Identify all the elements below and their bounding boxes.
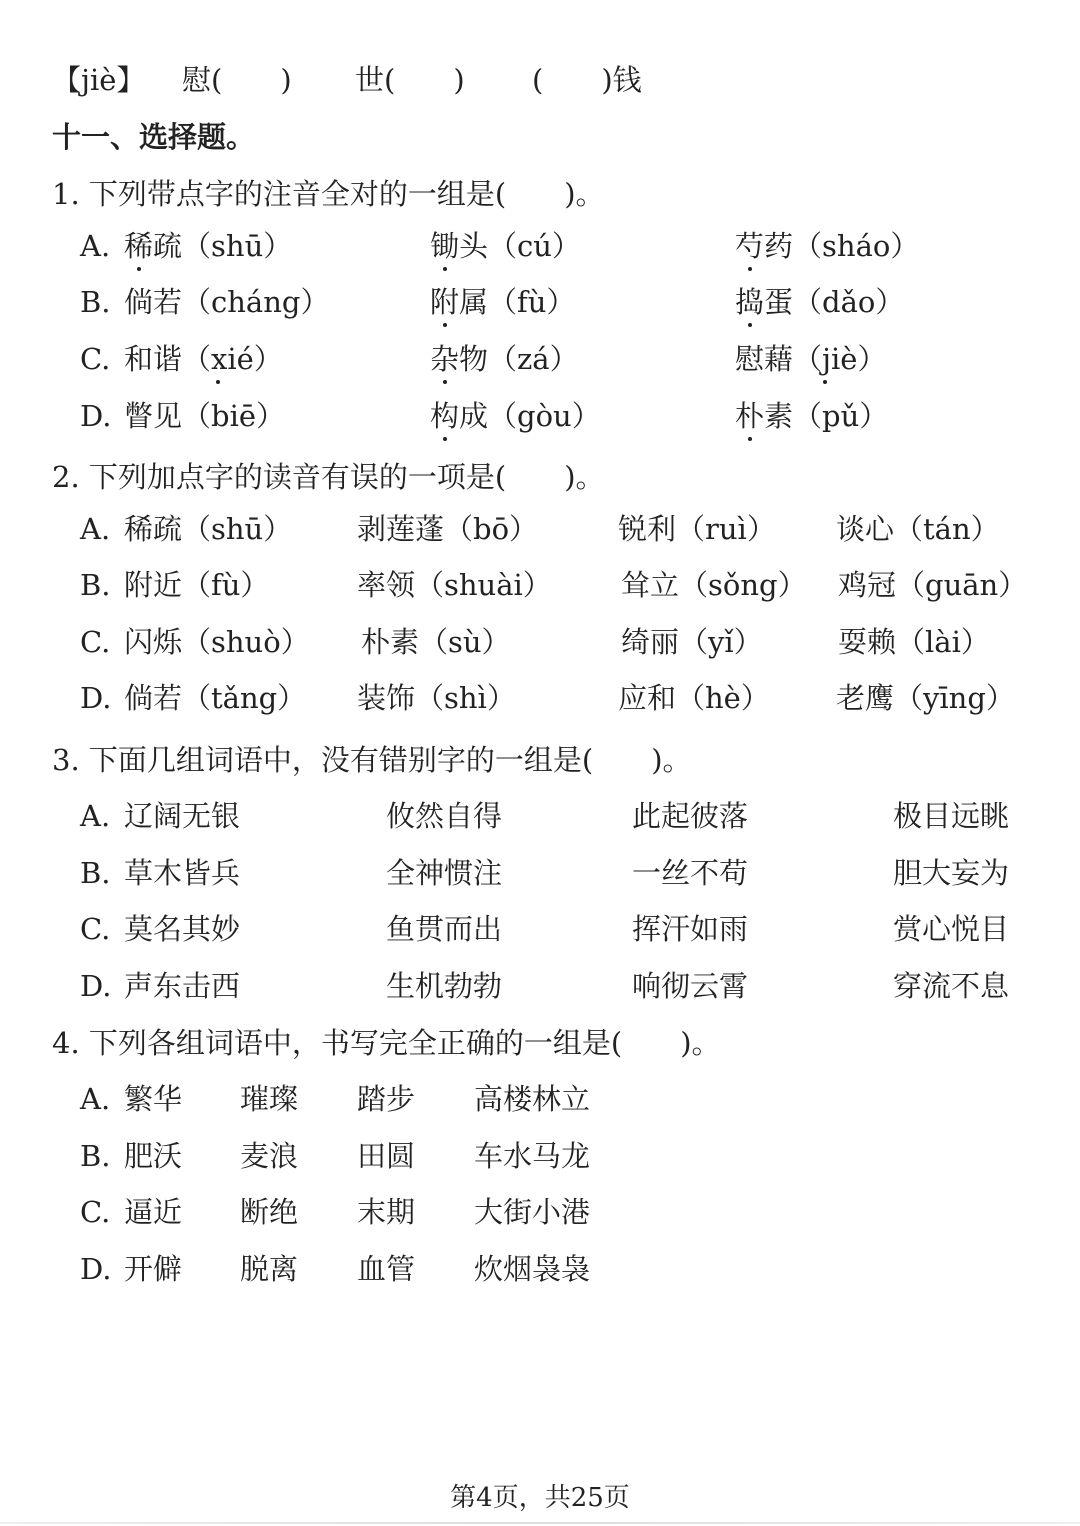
pinyin-header-line xyxy=(52,60,145,100)
option-letter: C. xyxy=(80,1195,111,1229)
option-letter: A. xyxy=(80,229,111,263)
option-letter: D. xyxy=(80,969,112,1003)
option-word: 草木皆兵 xyxy=(124,856,241,890)
section-title: 十一、选择题。 xyxy=(52,120,256,154)
dotted-char: 藉（jiè） xyxy=(764,339,886,379)
option-word: 杂物（zá） xyxy=(430,339,579,379)
option-letter: B. xyxy=(80,856,111,890)
option-word: 锐利（ruì） xyxy=(618,512,776,546)
option-word: 装饰（shì） xyxy=(357,681,516,715)
option-word: 高楼林立 xyxy=(474,1082,591,1116)
option-word: 肥沃 xyxy=(124,1139,183,1173)
option-word: 和谐（xié） xyxy=(124,339,283,379)
option-word: 末期 xyxy=(357,1195,416,1229)
option-letter: A. xyxy=(80,799,111,833)
option-word: 老鹰（yīng） xyxy=(836,681,1015,715)
question-3-stem: 3. 下面几组词语中，没有错别字的一组是( )。 xyxy=(52,743,692,777)
question-4-stem: 4. 下列各组词语中，书写完全正确的一组是( )。 xyxy=(52,1026,721,1060)
option-word: 极目远眺 xyxy=(893,799,1010,833)
question-1-stem: 1. 下列带点字的注音全对的一组是( )。 xyxy=(52,177,605,211)
dotted-char: 谐（xié） xyxy=(153,339,283,379)
option-word: 芍药（sháo） xyxy=(735,226,919,266)
option-word: 构成（gòu） xyxy=(430,396,601,436)
dotted-char: 锄 xyxy=(430,226,459,266)
dotted-char: 捣 xyxy=(735,282,764,322)
option-letter: C. xyxy=(80,342,111,376)
option-word: 耍赖（lài） xyxy=(838,625,990,659)
option-letter: A. xyxy=(80,1082,111,1116)
blank-item-2: 世( ) xyxy=(355,63,465,97)
pinyin-tag: 【jiè】 xyxy=(52,63,146,97)
dotted-char: 芍 xyxy=(735,226,764,266)
option-word: 朴素（pǔ） xyxy=(735,396,888,436)
option-word: 田圆 xyxy=(357,1139,416,1173)
scan-edge-divider xyxy=(0,1522,1080,1524)
option-word: 车水马龙 xyxy=(474,1139,591,1173)
option-word: 脱离 xyxy=(240,1252,299,1286)
dotted-char: 稀 xyxy=(124,226,153,266)
page-footer: 第4页，共25页 xyxy=(450,1483,630,1513)
option-word: 稀疏（shū） xyxy=(124,226,292,266)
option-letter: C. xyxy=(80,625,111,659)
option-word: 断绝 xyxy=(240,1195,299,1229)
option-word: 谈心（tán） xyxy=(836,512,1000,546)
option-word: 炊烟袅袅 xyxy=(474,1252,591,1286)
option-word: 全神惯注 xyxy=(386,856,503,890)
option-letter: B. xyxy=(80,1139,111,1173)
option-word: 耸立（sǒng） xyxy=(621,568,807,602)
option-word: 倘若（cháng） xyxy=(124,285,330,319)
option-word: 莫名其妙 xyxy=(124,912,241,946)
option-word: 此起彼落 xyxy=(632,799,749,833)
dotted-char: 朴 xyxy=(735,396,764,436)
option-word: 赏心悦目 xyxy=(893,912,1010,946)
option-word: 穿流不息 xyxy=(893,969,1010,1003)
option-word: 锄头（cú） xyxy=(430,226,581,266)
dotted-char: 构 xyxy=(430,396,459,436)
option-word: 挥汗如雨 xyxy=(632,912,749,946)
option-word: 慰藉（jiè） xyxy=(735,339,886,379)
option-word: 胆大妄为 xyxy=(893,856,1010,890)
option-word: 一丝不苟 xyxy=(632,856,749,890)
option-word: 大街小港 xyxy=(474,1195,591,1229)
option-word: 踏步 xyxy=(357,1082,416,1116)
option-word: 血管 xyxy=(357,1252,416,1286)
option-letter: A. xyxy=(80,512,111,546)
option-word: 开僻 xyxy=(124,1252,183,1286)
option-letter: D. xyxy=(80,399,112,433)
option-letter: C. xyxy=(80,912,111,946)
option-word: 闪烁（shuò） xyxy=(124,625,310,659)
option-word: 瞥见（biē） xyxy=(124,399,286,433)
option-word: 繁华 xyxy=(124,1082,183,1116)
option-word: 生机勃勃 xyxy=(386,969,503,1003)
option-word: 辽阔无银 xyxy=(124,799,241,833)
option-word: 麦浪 xyxy=(240,1139,299,1173)
option-word: 响彻云霄 xyxy=(632,969,749,1003)
option-word: 稀疏（shū） xyxy=(124,512,293,546)
option-letter: B. xyxy=(80,568,111,602)
blank-item-1: 慰( ) xyxy=(182,63,292,97)
option-word: 声东击西 xyxy=(124,969,241,1003)
option-word: 攸然自得 xyxy=(386,799,503,833)
option-word: 鱼贯而出 xyxy=(386,912,503,946)
blank-item-3: ( )钱 xyxy=(532,63,642,97)
dotted-char: 附 xyxy=(430,282,459,322)
option-word: 应和（hè） xyxy=(618,681,770,715)
option-letter: D. xyxy=(80,1252,112,1286)
option-letter: D. xyxy=(80,681,112,715)
question-2-stem: 2. 下列加点字的读音有误的一项是( )。 xyxy=(52,460,605,494)
option-word: 鸡冠（guān） xyxy=(838,568,1028,602)
option-word: 附属（fù） xyxy=(430,282,575,322)
option-letter: B. xyxy=(80,285,111,319)
option-word: 璀璨 xyxy=(240,1082,299,1116)
option-word: 捣蛋（dǎo） xyxy=(735,282,904,322)
option-word: 逼近 xyxy=(124,1195,183,1229)
option-word: 朴素（sù） xyxy=(361,625,511,659)
option-word: 附近（fù） xyxy=(124,568,270,602)
option-word: 绮丽（yǐ） xyxy=(621,625,763,659)
option-word: 剥莲蓬（bō） xyxy=(357,512,539,546)
option-word: 倘若（tǎng） xyxy=(124,681,307,715)
dotted-char: 杂 xyxy=(430,339,459,379)
option-word: 率领（shuài） xyxy=(357,568,552,602)
